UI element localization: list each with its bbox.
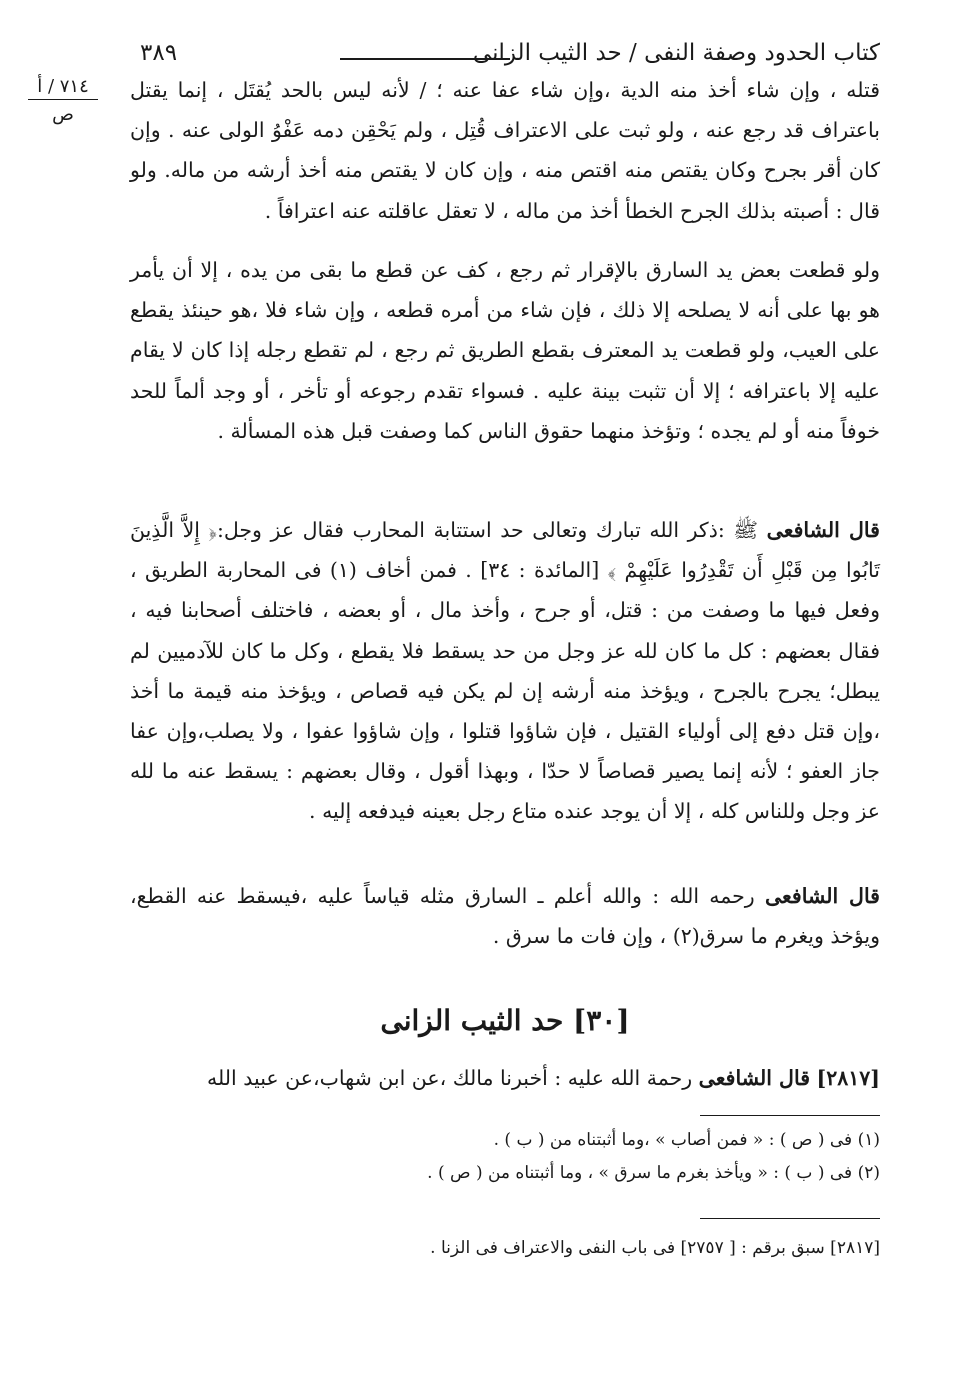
hadith-number: [٢٨١٧] (816, 1066, 880, 1090)
page-header (140, 34, 880, 74)
folio-reference: ٧١٤ / أ (28, 76, 98, 100)
footnote-1: (١) فى ( ص ) : « فمن أصاب » ،وما أثبتناه من ( ب ) . (493, 1130, 880, 1150)
footnote-rule (700, 1115, 880, 1116)
hadith-text: رحمة الله عليه : أخبرنا مالك ،عن ابن شهاب،عن عبيد الله (207, 1066, 699, 1090)
footnote-3: [٢٨١٧] سبق برقم : [ ٢٧٥٧] فى باب النفى والاعتراف فى الزنا . (430, 1238, 880, 1258)
paragraph-3-text: ﷺ :ذكر الله تبارك وتعالى حد استتابة المحارب فقال عز وجل:﴿ إِلاَّ الَّذِينَ تَابُوا مِن قَبْلِ أَن تَقْدِرُوا عَلَيْهِمْ ﴾ [المائدة : ٣٤] . فمن أخاف (١) فى المحاربة الطريق ، وفعل فيها ما وصفت من : قتل، أو جرح ، وأخذ مال ، أو بعضه ، فاختلف أصحابنا فيه ، فقال بعضهم : كل ما كان لله عز وجل من حد يسقط فلا يقطع ، وكل ما كان للآدميين لم يبطل؛ يجرح بالجرح ، ويؤخذ منه أرشه إن لم يكن فيه قصاص ، ويؤخذ منه قيمة ما أخذ ،وإن قتل دفع إلى أولياء القتيل ، فإن شاؤوا قتلوا ، وإن شاؤوا عفوا ، ولا يصلب،وإن عفا جاز العفو ؛ لأنه إنما يصير قصاصاً لا حدّا ، وبهذا أقول ، وقال بعضهم : يسقط عنه ما لله عز وجل وللناس كله ، إلا أن يوجد عنده متاع رجل بعينه فيدفعه إليه . (130, 518, 880, 824)
manuscript-siglum: ص (52, 104, 74, 125)
paragraph-1: قتله ، وإن شاء أخذ منه الدية ،وإن شاء عفا عنه ؛ / لأنه ليس بالحد يُقتَل ، إنما يقتل باعتراف قد رجع عنه ، ولو ثبت على الاعتراف قُتِل ، ولم يَحْقِن دمه عَفْوُ الولى عنه . وإن كان أقر بجرح وكان يقتص منه اقتص منه ، وإن كان لا يقتص منه أخذ أرشه من ماله. ولو قال : أصبته بذلك الجرح الخطأ أخذ من ماله ، لا تعقل عاقلته عنه اعترافاً . (130, 78, 880, 223)
paragraph-3 (130, 510, 880, 832)
footnote-rule (700, 1218, 880, 1219)
speaker-name: قال الشافعى (698, 1066, 811, 1090)
paragraph-2: ولو قطعت بعض يد السارق بالإقرار ثم رجع ، كف عن قطع ما بقى من يده ، إلا أن يأمر هو بها على أنه لا يصلحه إلا ذلك ، فإن شاء من أمره قطعه ، وإن شاء فلا ،هو حينئذ يقطع على العيب، ولو قطعت يد المعترف بقطع الطريق ثم رجع ، لم تقطع رجله إذا كان لا يقام عليه إلا باعترافه ؛ إلا أن تثبت بينة عليه . فسواء تقدم رجوعه أو تأخر ، أو وجد ألماً للحد خوفاً منه أو لم يجده ؛ وتؤخذ منهما حقوق الناس كما وصفت قبل هذه المسألة . (130, 258, 880, 443)
hadith-entry (120, 1058, 880, 1098)
paragraph-4 (130, 876, 880, 956)
speaker-name: قال الشافعى (764, 884, 880, 908)
page-number: ٣٨٩ (140, 40, 178, 66)
section-heading: [٣٠] حد الثيب الزانى (380, 1004, 630, 1037)
header-rule (340, 58, 510, 60)
speaker-name: قال الشافعى (766, 518, 880, 542)
running-title: كتاب الحدود وصفة النفى / حد الثيب الزانى (472, 40, 880, 66)
paragraph-4-text: رحمه الله : والله أعلم ـ السارق مثله قياساً عليه ،فيسقط عنه القطع، ويؤخذ ويغرم ما سرق(٢) ، وإن فات ما سرق . (130, 884, 880, 949)
footnote-2: (٢) فى ( ب ) : « ويأخذ بغرم ما سرق » ، وما أثبتناه من ( ص ) . (427, 1163, 880, 1183)
manuscript-marginal-reference (28, 76, 98, 125)
